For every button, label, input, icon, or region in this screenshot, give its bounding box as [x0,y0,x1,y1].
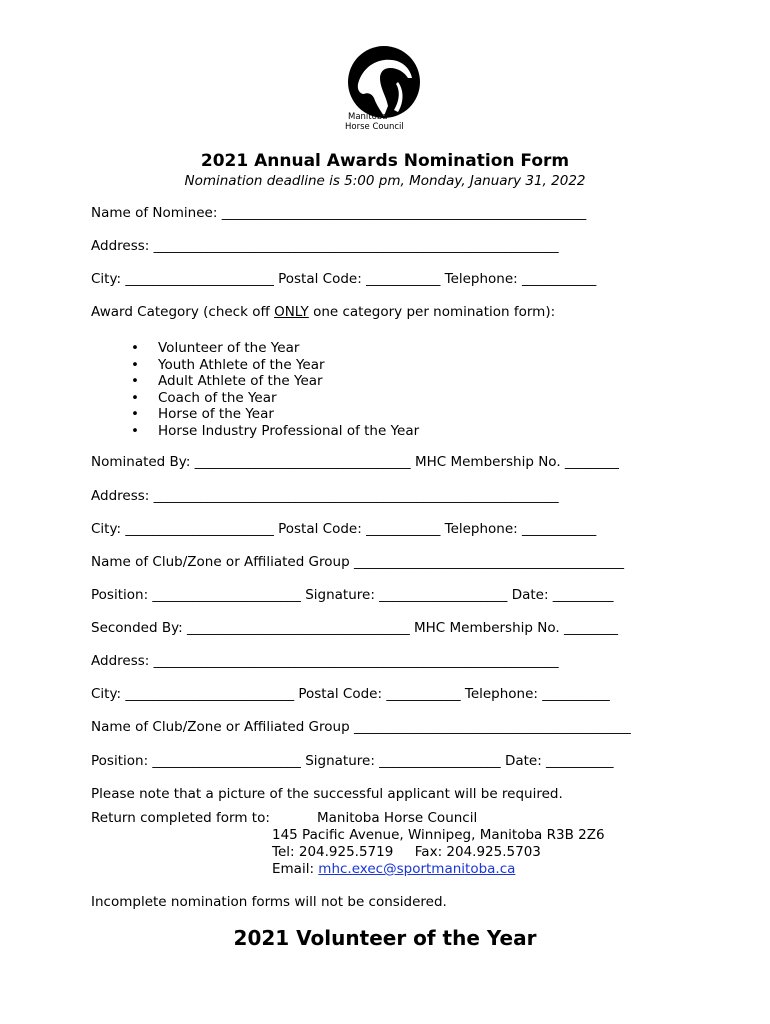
award-instruction-only: ONLY [274,304,309,320]
bullet-icon: • [131,389,139,406]
category-label: Horse of the Year [158,406,274,423]
bullet-icon: • [131,422,139,439]
logo-line-1: Manitoba [348,112,388,122]
seconder-club-field[interactable]: Name of Club/Zone or Affiliated Group _________________________________________ [91,719,631,735]
seconded-by-field[interactable]: Seconded By: _________________________________ MHC Membership No. ________ [91,620,618,636]
category-item[interactable] [131,357,419,374]
return-label: Return completed form to: [91,810,270,826]
nominee-name-field[interactable]: Name of Nominee: ______________________________________________________ [91,205,587,221]
category-item[interactable] [131,423,419,440]
section-heading: 2021 Volunteer of the Year [233,926,537,950]
logo-text [340,112,430,132]
email-label: Email: [272,861,319,877]
category-item[interactable] [131,390,419,407]
award-category-list [131,340,419,440]
category-label: Youth Athlete of the Year [158,356,325,373]
category-item[interactable] [131,340,419,357]
category-label: Coach of the Year [158,389,277,406]
incomplete-note: Incomplete nomination forms will not be considered. [91,894,447,910]
seconder-city-postal-phone-field[interactable]: City: _________________________ Postal Code: ___________ Telephone: __________ [91,686,610,702]
category-label: Volunteer of the Year [158,340,300,356]
return-email-row [272,861,515,877]
seconder-address-field[interactable]: Address: ____________________________________________________________ [91,653,559,669]
category-item[interactable] [131,373,419,390]
email-link[interactable]: mhc.exec@sportmanitoba.ca [318,861,516,877]
picture-note: Please note that a picture of the successful applicant will be required. [91,786,563,802]
return-address: 145 Pacific Avenue, Winnipeg, Manitoba R3B 2Z6 [272,827,605,843]
form-title: 2021 Annual Awards Nomination Form [200,151,570,171]
nominated-by-field[interactable]: Nominated By: ________________________________ MHC Membership No. ________ [91,454,619,470]
category-label: Adult Athlete of the Year [158,373,323,390]
return-organization: Manitoba Horse Council [317,810,478,826]
nominee-address-field[interactable]: Address: ____________________________________________________________ [91,238,559,254]
award-instruction-prefix: Award Category (check off [91,304,275,320]
nominator-position-signature-date-field[interactable]: Position: ______________________ Signature: ___________________ Date: _________ [91,587,614,603]
bullet-icon: • [131,373,139,390]
bullet-icon: • [131,340,139,356]
logo-line-2: Horse Council [345,122,404,132]
nomination-deadline: Nomination deadline is 5:00 pm, Monday, January 31, 2022 [184,173,586,189]
bullet-icon: • [131,356,139,373]
nominee-city-postal-phone-field[interactable]: City: ______________________ Postal Code: ___________ Telephone: ___________ [91,271,597,287]
award-category-instruction [91,304,555,320]
category-label: Horse Industry Professional of the Year [158,422,420,439]
award-instruction-suffix: one category per nomination form): [308,304,556,320]
nominator-address-field[interactable]: Address: ____________________________________________________________ [91,488,559,504]
return-phone-fax: Tel: 204.925.5719 Fax: 204.925.5703 [272,844,541,860]
seconder-position-signature-date-field[interactable]: Position: ______________________ Signature: __________________ Date: __________ [91,753,614,769]
nominator-city-postal-phone-field[interactable]: City: ______________________ Postal Code: ___________ Telephone: ___________ [91,521,597,537]
nominator-club-field[interactable]: Name of Club/Zone or Affiliated Group ________________________________________ [91,554,624,570]
category-item[interactable] [131,406,419,423]
bullet-icon: • [131,406,139,423]
